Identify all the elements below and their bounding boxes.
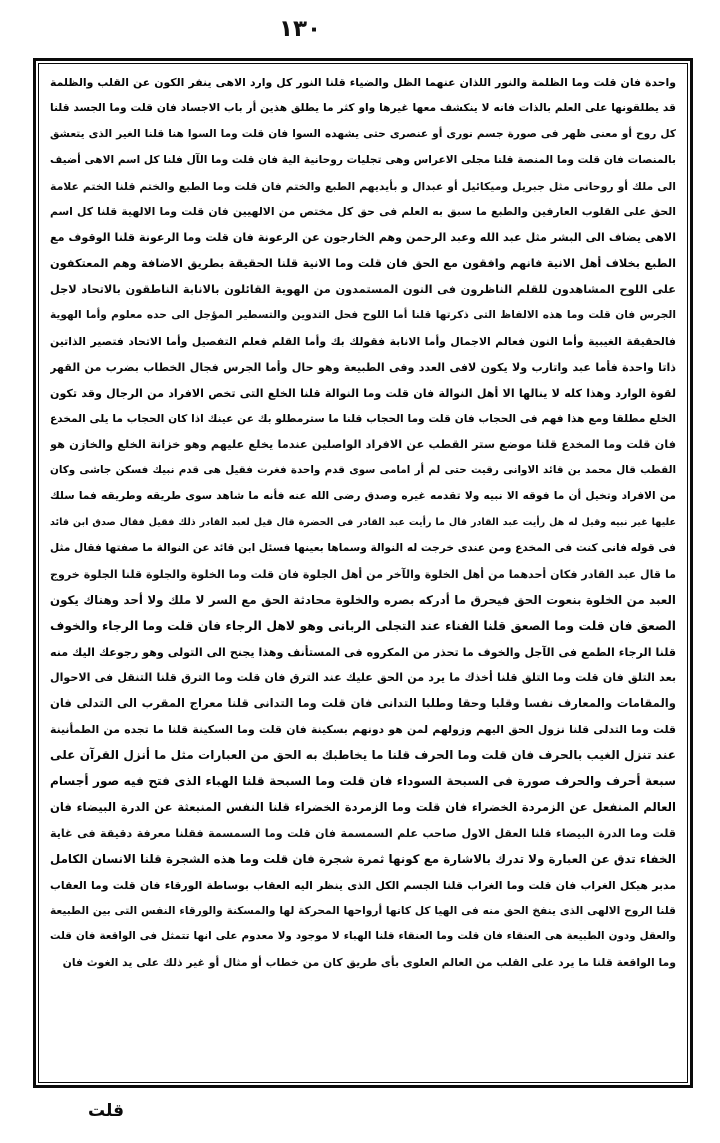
text-line: قلت وما الدرة البيضاء قلنا العقل الاول صاحب علم السمسمة فان قلت وما السمسمة فقلنا معرفة دقيقة فى غاية: [50, 826, 676, 840]
text-line: بعد التلق فان قلت وما التلق قلنا أخذك ما يرد من الحق عليك عند الترق فان قلت وما الترق قلنا التنقل فى الاحوال: [50, 671, 676, 685]
text-line: العالم المنفعل عن الزمردة الخضراء فان قلت وما الزمردة الخضراء قلنا النفس المنبعثة عن الدرة البيضاء فان: [50, 799, 676, 814]
text-line: ذاتا واحدة فأما عبد واتارب ولا يكون لافى العدد وفى الطبيعة وهو حال وأما الجرس فجال الخطاب بضرب من القهر: [50, 360, 676, 374]
text-line: قد يطلقونها على العلم بالذات فانه لا ينكشف معها غيرها واو كثر ما يطلق هذين أر باب الاجساد فان قلت وما الجسد قلنا: [50, 101, 676, 114]
text-line: الى ملك أو روحانى مثل جبريل وميكائيل أو عبدال و بأيديهم الطبع والختم فان قلت وما الطبع والختم قلنا الختم علامة: [50, 179, 676, 193]
text-line: الخفاء تدق عن العبارة ولا تدرك بالاشارة مع كونها ثمرة شجرة فان قلت وما هذه الشجرة قلنا الانسان الكامل: [50, 851, 676, 866]
text-line: ما قال عبد القادر فكان أحدهما من أهل الخلوة والآخر من أهل الجلوة فان قلت وما الخلوة والجلوة قلنا الجلوة خروج: [50, 567, 676, 581]
text-line: قلت وما التدلى قلنا نزول الحق اليهم وزولهم لمن هو دونهم بسكينة فان قلت وما السكينة قلنا ما تجده من الطمأنينة: [50, 723, 676, 737]
text-line: والعقل ودون الطبيعة هى العنقاء فان قلت وما العنقاء قلنا الهباء لا موجود ولا معدوم على انها تتمثل فى الواقعة فان قلت: [50, 930, 676, 943]
text-line: الجرس فان قلت وما هذه الالفاظ التى ذكرتها قلنا أما اللوح فحل التدوين والتسطير المؤجل الى حده معلوم وأما الهوية: [50, 309, 676, 322]
text-line: من الافراد وتخيل أن ما فوقه الا نبيه ولا تقدمه غيره وصدق رضى الله عنه فأنه ما شاهد سوى طريقه وطريقه فما سلك: [50, 490, 676, 503]
text-line: وما الواقعة قلنا ما يرد على القلب من العالم العلوى بأى طريق كان من خطاب أو مثال أو غير ذلك على يد الغوث فان: [62, 956, 676, 970]
text-line: قلنا الروح الالهى الذى ينفخ الحق منه فى الهيا كل كانها أرواحها المحركة لها والمسكنة والورقاء النفس التى بين الطبيعة: [50, 904, 676, 917]
text-line: بالمنصات فان قلت وما المنصة قلنا مجلى الاعراس وهى تجليات روحانية الية فان قلت وما الآل فلنا كل اسم الاهى أضيف: [50, 153, 676, 166]
text-line: سبعة أحرف والحرف صورة فى السبحة السوداء فان قلت وما السبحة قلنا الهباء الذى فتح فيه صور أجسام: [50, 774, 676, 789]
text-line: الصعق فان قلت وما الصعق قلنا الفناء عند التجلى الربانى وهو لاهل الرجاء فان قلت وما الرجاء والخوف: [50, 618, 676, 633]
text-line: والمقامات والمعارف نفسا وقلبا وحقا وطلبا التدانى فان قلت وما التدانى قلنا معراج المقرب الى التدلى فان: [50, 696, 676, 711]
text-line: فالحقيقة الغيبية وأما النون فعالم الاجمال وأما الانابة فقولك بك وأما القلم فعلم التفصيل وأما الاتحاد فتصير الذاتين: [50, 334, 676, 348]
text-line: عند تنزل الغيب بالحرف فان قلت وما الحرف قلنا ما يخاطبك به الحق من العبارات مثل ما أنزل القرآن على: [50, 748, 676, 763]
text-line: العبد من الخلوة بنعوت الحق فيحرق ما أدركه بصره والخلوة محادثة الحق مع السر لا ملك ولا أحد وهناك يكون: [50, 592, 676, 607]
text-line: الحق على القلوب العارفين والطبع ما سبق به العلم فى حق كل مختص من الالهيين فان قلت وما الالهية قلنا كل اسم: [50, 205, 676, 219]
text-line: فان قلت وما المخدع قلنا موضع ستر القطب عن الافراد الواصلين عندما يخلع عليهم وهو خزانة الخلع والخازن هو: [50, 437, 676, 452]
text-line: على اللوح المشاهدون للقلم الناظرون فى النون المستمدون من الهوية القائلون بالانابة الناطقون بالاتحاد لاجل: [50, 282, 676, 297]
page-number: ١٣٠: [278, 16, 322, 42]
text-line: الخلع مطلقا ومع هذا فهم فى الحجاب فان قلت وما الحجاب قلنا ما سترمطلو بك عن عينك اذا كان الحجاب ما يلى المخدع: [50, 412, 676, 425]
text-line: لقوة الوارد وهذا كله لا ينالها الا أهل النوالة فان قلت وما النوالة قلنا الخلع التى تخص الافراد من الرجال وقد تكون: [50, 386, 676, 400]
text-line: قلنا الرجاء الطمع فى الآجل والخوف ما تحذر من المكروه فى المستأنف وهذا يجنح الى التولى وهو رجوعك اليك منه: [50, 645, 676, 659]
text-line: عليها غير نبيه وقيل له هل رأيت عبد القادر قال ما رأيت عبد القادر فى الحضرة قال قيل لعبد القادر ذلك فقيل فقال صدق ابن قائد: [50, 517, 676, 529]
text-line: واحدة فان قلت وما الظلمة والنور اللذان عنهما الظل والضياء قلنا النور كل وارد الاهى ينفر الكون عن القلب والظلمة: [50, 76, 676, 89]
text-line: فى قوله فانى كنت فى المخدع ومن عندى خرجت له النوالة وسماها بعينها فسئل ابن قائد عن النوالة ما صفتها فقال مثل: [50, 542, 676, 555]
text-line: الطبع بخلاف أهل الانية فانهم وافقون مع الحق فان قلت وما الانية قلنا الحقيقة بطريق الاضافة وهم المعتكفون: [50, 256, 676, 271]
text-line: الاهى يضاف الى البشر مثل عبد الله وعبد الرحمن وهم الخارجون عن الرعونة فان قلت وما الرعونة قلنا الوقوف مع: [50, 231, 676, 245]
text-line: القطب قال محمد بن قائد الاوانى رقيت حتى لم أر امامى سوى قدم واحدة فغرت فقيل هى قدم نبيك فسكن جاشى وكان: [50, 464, 676, 477]
text-line: كل روح أو معنى ظهر فى صورة جسم نورى أو عنصرى حتى يشهده السوا فان قلت وما السوا هنا قلنا الغير الذى يتعشق: [50, 127, 676, 140]
text-block: [44, 68, 682, 1078]
text-line: مدبر هيكل الغراب فان قلت وما الغراب قلنا الجسم الكل الذى ينظر اليه العقاب بوساطة الورقاء فان قلت وما العقاب: [50, 878, 676, 892]
catchword: قلت: [88, 1101, 125, 1121]
